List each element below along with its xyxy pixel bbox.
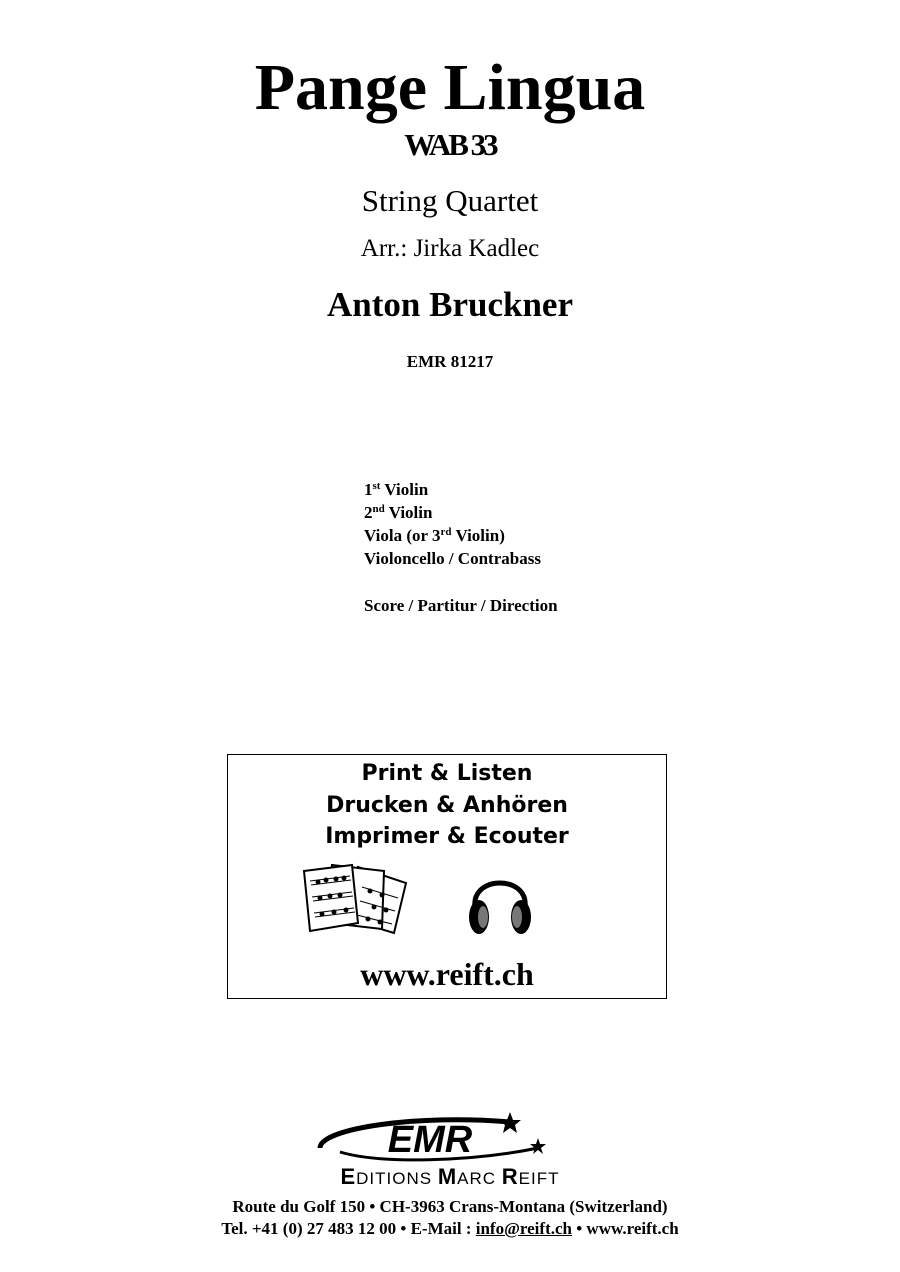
part-cello: Violoncello / Contrabass <box>364 549 541 568</box>
part-violin-1: 1st Violin <box>364 480 429 499</box>
promo-line-en: Print & Listen <box>361 761 533 786</box>
arranger: Arr.: Jirka Kadlec <box>360 235 540 262</box>
publisher-address: Route du Golf 150 • CH-3963 Crans-Montana (Switzerland) <box>232 1197 668 1216</box>
edition-number: EMR 81217 <box>406 352 494 371</box>
parts-list <box>364 478 558 617</box>
catalog-number: WAB 33 <box>404 127 496 162</box>
logo-text: EMR <box>387 1119 473 1161</box>
promo-line-fr: Imprimer & Ecouter <box>325 824 569 849</box>
publisher-name: EDITIONS MARC REIFT <box>340 1164 560 1188</box>
sheet-music-icon <box>300 861 412 939</box>
emr-logo <box>300 1108 600 1188</box>
part-viola: Viola (or 3rd Violin) <box>364 526 505 545</box>
page-title: Pange Lingua <box>254 51 646 124</box>
print-listen-box <box>227 754 667 999</box>
web-link[interactable]: • www.reift.ch <box>571 1219 679 1238</box>
score-label: Score / Partitur / Direction <box>364 596 558 615</box>
composer: Anton Bruckner <box>327 285 573 324</box>
promo-line-de: Drucken & Anhören <box>326 793 568 818</box>
email-link[interactable]: info@reift.ch <box>475 1219 572 1238</box>
promo-url[interactable]: www.reift.ch <box>360 956 534 992</box>
part-violin-2: 2nd Violin <box>364 503 433 522</box>
headphones-icon <box>465 865 535 939</box>
publisher-contact: Tel. +41 (0) 27 483 12 00 • E-Mail : info@reift.ch • www.reift.ch <box>221 1219 679 1238</box>
instrumentation: String Quartet <box>361 183 539 218</box>
